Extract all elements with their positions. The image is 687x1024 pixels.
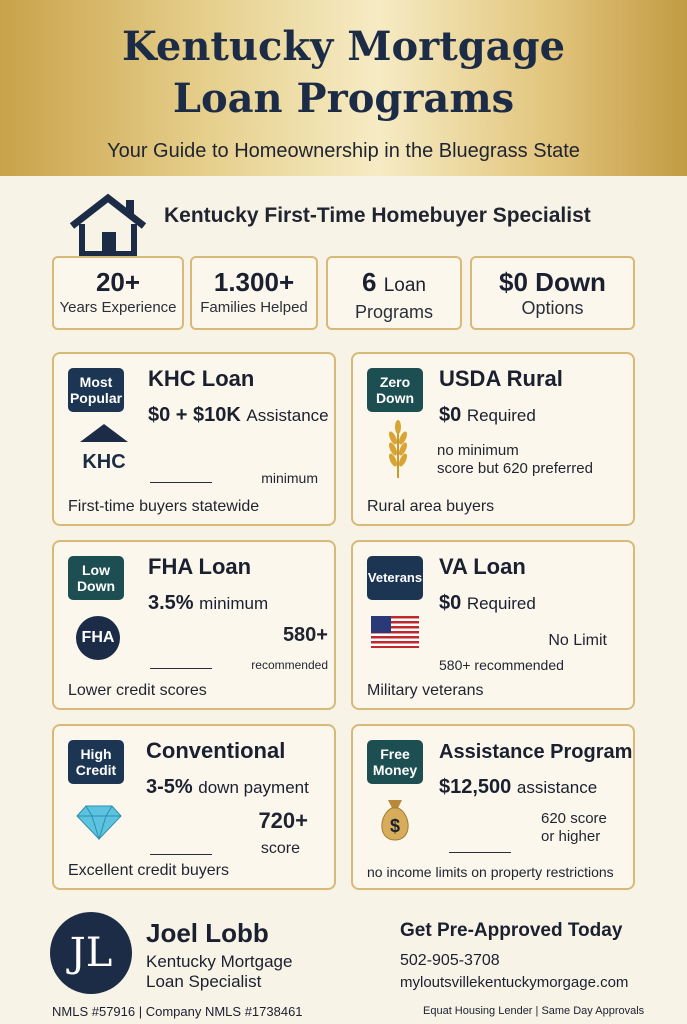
divider <box>449 852 511 853</box>
card-conventional[interactable] <box>52 724 336 890</box>
card-score: 720+ <box>258 808 308 833</box>
card-note: No Limit <box>548 632 607 649</box>
khc-logo-text: KHC <box>82 451 126 472</box>
card-amount: $12,500 assistance <box>439 776 598 798</box>
card-title: VA Loan <box>439 554 526 579</box>
card-amount: 3.5% minimum <box>148 592 269 614</box>
money-bag-icon <box>375 796 415 842</box>
card-description: Rural area buyers <box>367 498 495 515</box>
divider <box>150 482 212 483</box>
card-score-label: recommended <box>251 658 328 672</box>
agent-name: Joel Lobb <box>146 918 269 948</box>
card-fha[interactable] <box>52 540 336 710</box>
badge-free-money: Free Money <box>367 740 423 784</box>
card-title: USDA Rural <box>439 366 563 391</box>
cta-heading: Get Pre-Approved Today <box>400 920 623 941</box>
card-amount: $0 Required <box>439 592 536 614</box>
khc-logo <box>76 422 132 472</box>
card-description: First-time buyers statewide <box>68 498 260 515</box>
stat-zero-down <box>470 256 635 330</box>
stat-programs <box>326 256 462 330</box>
stat-number: 6 <box>362 267 377 297</box>
specialist-heading: Kentucky First-Time Homebuyer Specialist <box>164 204 591 227</box>
card-note: no minimum score but 620 preferred <box>437 442 593 477</box>
stat-value: $0 Down <box>499 267 606 297</box>
badge-veterans: Veterans <box>367 556 423 600</box>
stat-label: Families Helped <box>200 299 308 316</box>
card-title: FHA Loan <box>148 554 252 579</box>
page-title-line1: Kentucky Mortgage <box>121 23 566 70</box>
divider <box>150 854 212 855</box>
card-amount: $0 Required <box>439 404 536 426</box>
card-description: Military veterans <box>367 682 484 699</box>
card-score: 580+ <box>282 624 328 646</box>
stat-value: 1.300+ <box>213 267 295 297</box>
card-amount: $0 + $10K Assistance <box>148 404 329 426</box>
jl-monogram-logo: JL <box>50 912 132 994</box>
card-description: Lower credit scores <box>68 682 207 699</box>
stat-label: Years Experience <box>59 299 177 316</box>
wheat-icon <box>383 418 413 480</box>
badge-most-popular: Most Popular <box>68 368 124 412</box>
legal-text: Equat Housing Lender | Same Day Approvals <box>423 1005 645 1017</box>
diamond-icon <box>76 804 122 840</box>
card-note: 620 score or higher <box>541 810 607 845</box>
divider <box>150 668 212 669</box>
page-subtitle: Your Guide to Homeownership in the Bluegrass State <box>107 140 580 162</box>
stat-label: Options <box>521 298 584 318</box>
phone-link[interactable]: 502-905-3708 <box>400 952 500 969</box>
stat-value <box>328 267 460 301</box>
card-usda[interactable] <box>351 352 635 526</box>
card-description: Excellent credit buyers <box>68 862 229 879</box>
badge-low-down: Low Down <box>68 556 124 600</box>
stat-families <box>190 256 318 330</box>
card-title: Conventional <box>146 738 286 763</box>
website-link[interactable]: myloutsvillekentuckymorgage.com <box>400 974 629 991</box>
card-score-label: score <box>260 840 300 857</box>
us-flag-icon <box>371 616 419 648</box>
svg-text:$: $ <box>389 816 401 836</box>
stat-value: 20+ <box>95 267 141 297</box>
agent-role: Kentucky Mortgage Loan Specialist <box>146 952 293 991</box>
card-va[interactable] <box>351 540 635 710</box>
stat-years <box>52 256 184 330</box>
card-title: KHC Loan <box>148 366 255 391</box>
card-khc[interactable] <box>52 352 336 526</box>
badge-zero-down: Zero Down <box>367 368 423 412</box>
house-icon <box>68 192 148 258</box>
badge-high-credit: High Credit <box>68 740 124 784</box>
card-amount: 3-5% down payment <box>146 776 309 798</box>
fha-logo: FHA <box>76 616 120 660</box>
nmls-text: NMLS #57916 | Company NMLS #1738461 <box>52 1004 303 1019</box>
stat-label: Programs <box>354 302 434 322</box>
page-title-line2: Loan Programs <box>172 75 515 122</box>
card-note-secondary: 580+ recommended <box>439 657 564 673</box>
card-assistance[interactable] <box>351 724 635 890</box>
stat-number-suffix: Loan <box>383 275 426 296</box>
card-title: Assistance Program <box>439 741 633 763</box>
card-description: no income limits on property restrictions <box>367 864 614 880</box>
card-note: minimum <box>261 470 318 486</box>
